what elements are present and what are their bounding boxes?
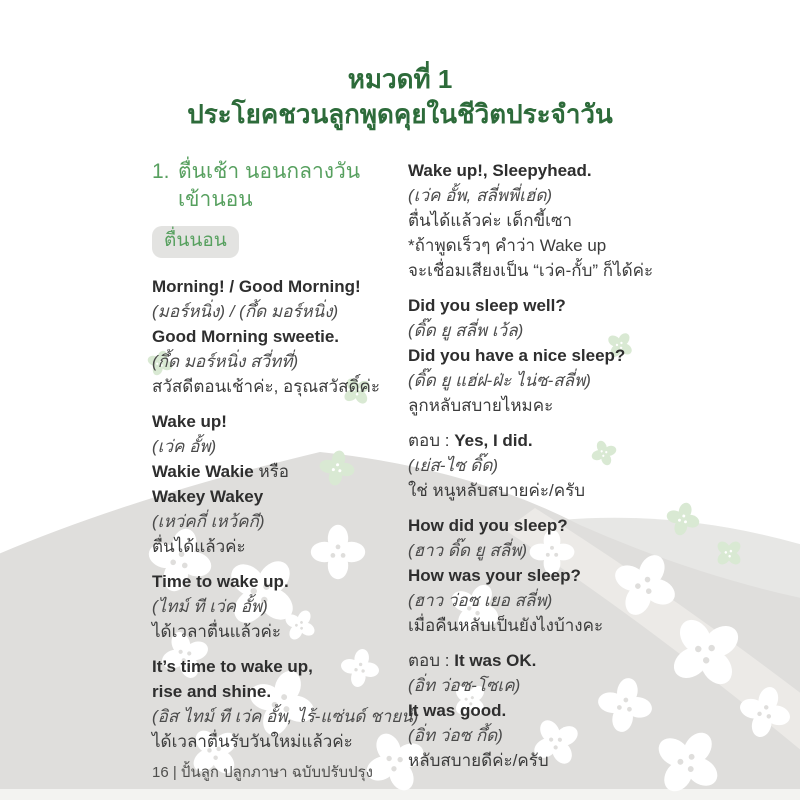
phrase-line [408, 258, 672, 283]
phrase-segment: *ถ้าพูดเร็วๆ คำว่า Wake up [408, 236, 607, 255]
phrase-segment: ใช่ หนูหลับสบายค่ะ/ครับ [408, 481, 585, 500]
phrase-segment: (เว่ค อั้พ) [152, 437, 217, 456]
phrase-line [152, 434, 397, 459]
phrase-segment: หรือ [253, 462, 290, 481]
phrase-segment: ได้เวลาตื่นรับวันใหม่แล้วค่ะ [152, 732, 353, 751]
phrase-block [152, 654, 419, 754]
phrase-line [152, 274, 397, 299]
phrase-block [408, 293, 672, 418]
section-heading [152, 158, 397, 214]
phrase-segment: ตื่นได้แล้วค่ะ [152, 537, 246, 556]
phrase-segment: ได้เวลาตื่นแล้วค่ะ [152, 622, 281, 641]
phrase-line [408, 183, 672, 208]
phrase-line [408, 478, 672, 503]
phrase-segment: (ฮาว ว่อซ เยอ สลี่พ) [408, 591, 553, 610]
phrase-segment: เมื่อคืนหลับเป็นยังไงบ้างคะ [408, 616, 604, 635]
phrase-block [152, 274, 397, 399]
phrase-line [152, 534, 397, 559]
phrase-line [152, 679, 397, 704]
phrase-segment: How did you sleep? [408, 516, 568, 535]
phrase-line [408, 158, 672, 183]
phrase-line [152, 619, 397, 644]
phrase-segment: (ดิ๊ด ยู แฮ่ฝ-ฝ่ะ ไน่ซ-สลี่พ) [408, 371, 591, 390]
phrase-line [408, 453, 672, 478]
phrase-line [152, 409, 397, 434]
phrase-line [152, 509, 397, 534]
phrase-segment: (กึ้ด มอร์หนิ่ง สวี่ทที่) [152, 352, 299, 371]
phrase-line [408, 648, 672, 673]
phrase-segment: (ดิ๊ด ยู สลี่พ เว้ล) [408, 321, 524, 340]
phrase-line [408, 368, 672, 393]
phrase-line [152, 654, 397, 679]
phrase-segment: หลับสบายดีค่ะ/ครับ [408, 751, 549, 770]
phrase-line [408, 673, 672, 698]
phrase-segment: จะเชื่อมเสียงเป็น “เว่ค-กั้บ” ก็ได้ค่ะ [408, 261, 654, 280]
phrase-segment: Wakey Wakey [152, 487, 264, 506]
phrase-segment: (อิส ไทม์ ที เว่ค อั้พ, ไร้-แซ่นด์ ชายน์) [152, 707, 419, 726]
phrase-segment: It’s time to wake up, [152, 657, 313, 676]
phrase-segment: Did you have a nice sleep? [408, 346, 626, 365]
page-edge-strip [0, 789, 800, 800]
phrase-line [152, 704, 419, 729]
phrase-segment: Morning! / Good Morning! [152, 277, 361, 296]
phrase-line [408, 233, 672, 258]
phrase-line [152, 484, 397, 509]
phrase-line [408, 563, 672, 588]
phrase-block [408, 428, 672, 503]
two-column-layout [152, 158, 672, 783]
phrase-line [408, 513, 672, 538]
phrase-segment: สวัสดีตอนเช้าค่ะ, อรุณสวัสดิ์ค่ะ [152, 377, 381, 396]
phrase-segment: (เว่ค อั้พ, สลี่พพี่เฮ่ด) [408, 186, 553, 205]
phrase-segment: (เหว่คกี่ เหว้คกี) [152, 512, 265, 531]
phrase-line [152, 729, 397, 754]
phrase-block [408, 513, 672, 638]
phrase-block [152, 409, 397, 559]
phrase-segment: Yes, I did. [454, 431, 533, 450]
phrase-line [152, 569, 397, 594]
phrase-segment: ลูกหลับสบายไหมคะ [408, 396, 554, 415]
phrase-segment: (ฮาว ดิ๊ด ยู สลี่พ) [408, 541, 527, 560]
phrase-segment: It was OK. [454, 651, 537, 670]
topic-badge: ตื่นนอน [152, 226, 239, 258]
phrase-line [408, 723, 672, 748]
phrase-segment: It was good. [408, 701, 507, 720]
phrase-line [408, 428, 672, 453]
phrase-segment: (เย่ส-ไซ ดิ๊ด) [408, 456, 499, 475]
phrase-segment: Wake up!, Sleepyhead. [408, 161, 592, 180]
phrase-block [408, 158, 672, 283]
chapter-title-line1: หมวดที่ 1 [347, 64, 453, 94]
phrase-segment: ตื่นได้แล้วค่ะ เด็กขี้เซา [408, 211, 573, 230]
phrase-segment: How was your sleep? [408, 566, 581, 585]
phrase-segment: Time to wake up. [152, 572, 289, 591]
phrase-line [152, 299, 397, 324]
phrase-segment: (อิ่ท ว่อซ กึ้ด) [408, 726, 503, 745]
section-title-line2: เข้านอน [178, 188, 253, 211]
phrase-line [152, 459, 397, 484]
phrase-line [408, 208, 672, 233]
phrase-segment: (ไทม์ ที เว่ค อั้พ) [152, 597, 268, 616]
phrase-line [408, 588, 672, 613]
phrase-line [152, 349, 397, 374]
phrase-line [408, 343, 672, 368]
phrase-line [152, 594, 397, 619]
phrase-line [408, 748, 672, 773]
chapter-title [0, 62, 800, 132]
phrase-segment: Wakie Wakie [152, 462, 254, 481]
phrase-line [408, 698, 672, 723]
phrase-segment: Did you sleep well? [408, 296, 566, 315]
phrase-segment: Wake up! [152, 412, 227, 431]
phrase-block [152, 569, 397, 644]
phrase-line [152, 324, 397, 349]
phrase-segment: Good Morning sweetie. [152, 327, 340, 346]
right-column [408, 158, 672, 783]
phrase-line [408, 293, 672, 318]
phrase-segment: ตอบ : [408, 431, 455, 450]
phrase-line [408, 538, 672, 563]
left-column [152, 158, 419, 783]
chapter-title-line2: ประโยคชวนลูกพูดคุยในชีวิตประจำวัน [187, 99, 613, 129]
phrase-segment: (มอร์หนิ่ง) / (กึ้ด มอร์หนิ่ง) [152, 302, 339, 321]
phrase-segment: rise and shine. [152, 682, 272, 701]
phrase-segment: ตอบ : [408, 651, 455, 670]
section-title-line1: ตื่นเช้า นอนกลางวัน [178, 160, 361, 183]
phrase-segment: (อิ่ท ว่อซ-โซเค) [408, 676, 521, 695]
phrase-line [152, 374, 397, 399]
page-footer: 16 | ปั้นลูก ปลูกภาษา ฉบับปรับปรุง [152, 764, 373, 781]
phrase-line [408, 318, 672, 343]
phrase-line [408, 393, 672, 418]
phrase-line [408, 613, 672, 638]
phrase-block [408, 648, 672, 773]
section-number: 1. [152, 160, 170, 183]
